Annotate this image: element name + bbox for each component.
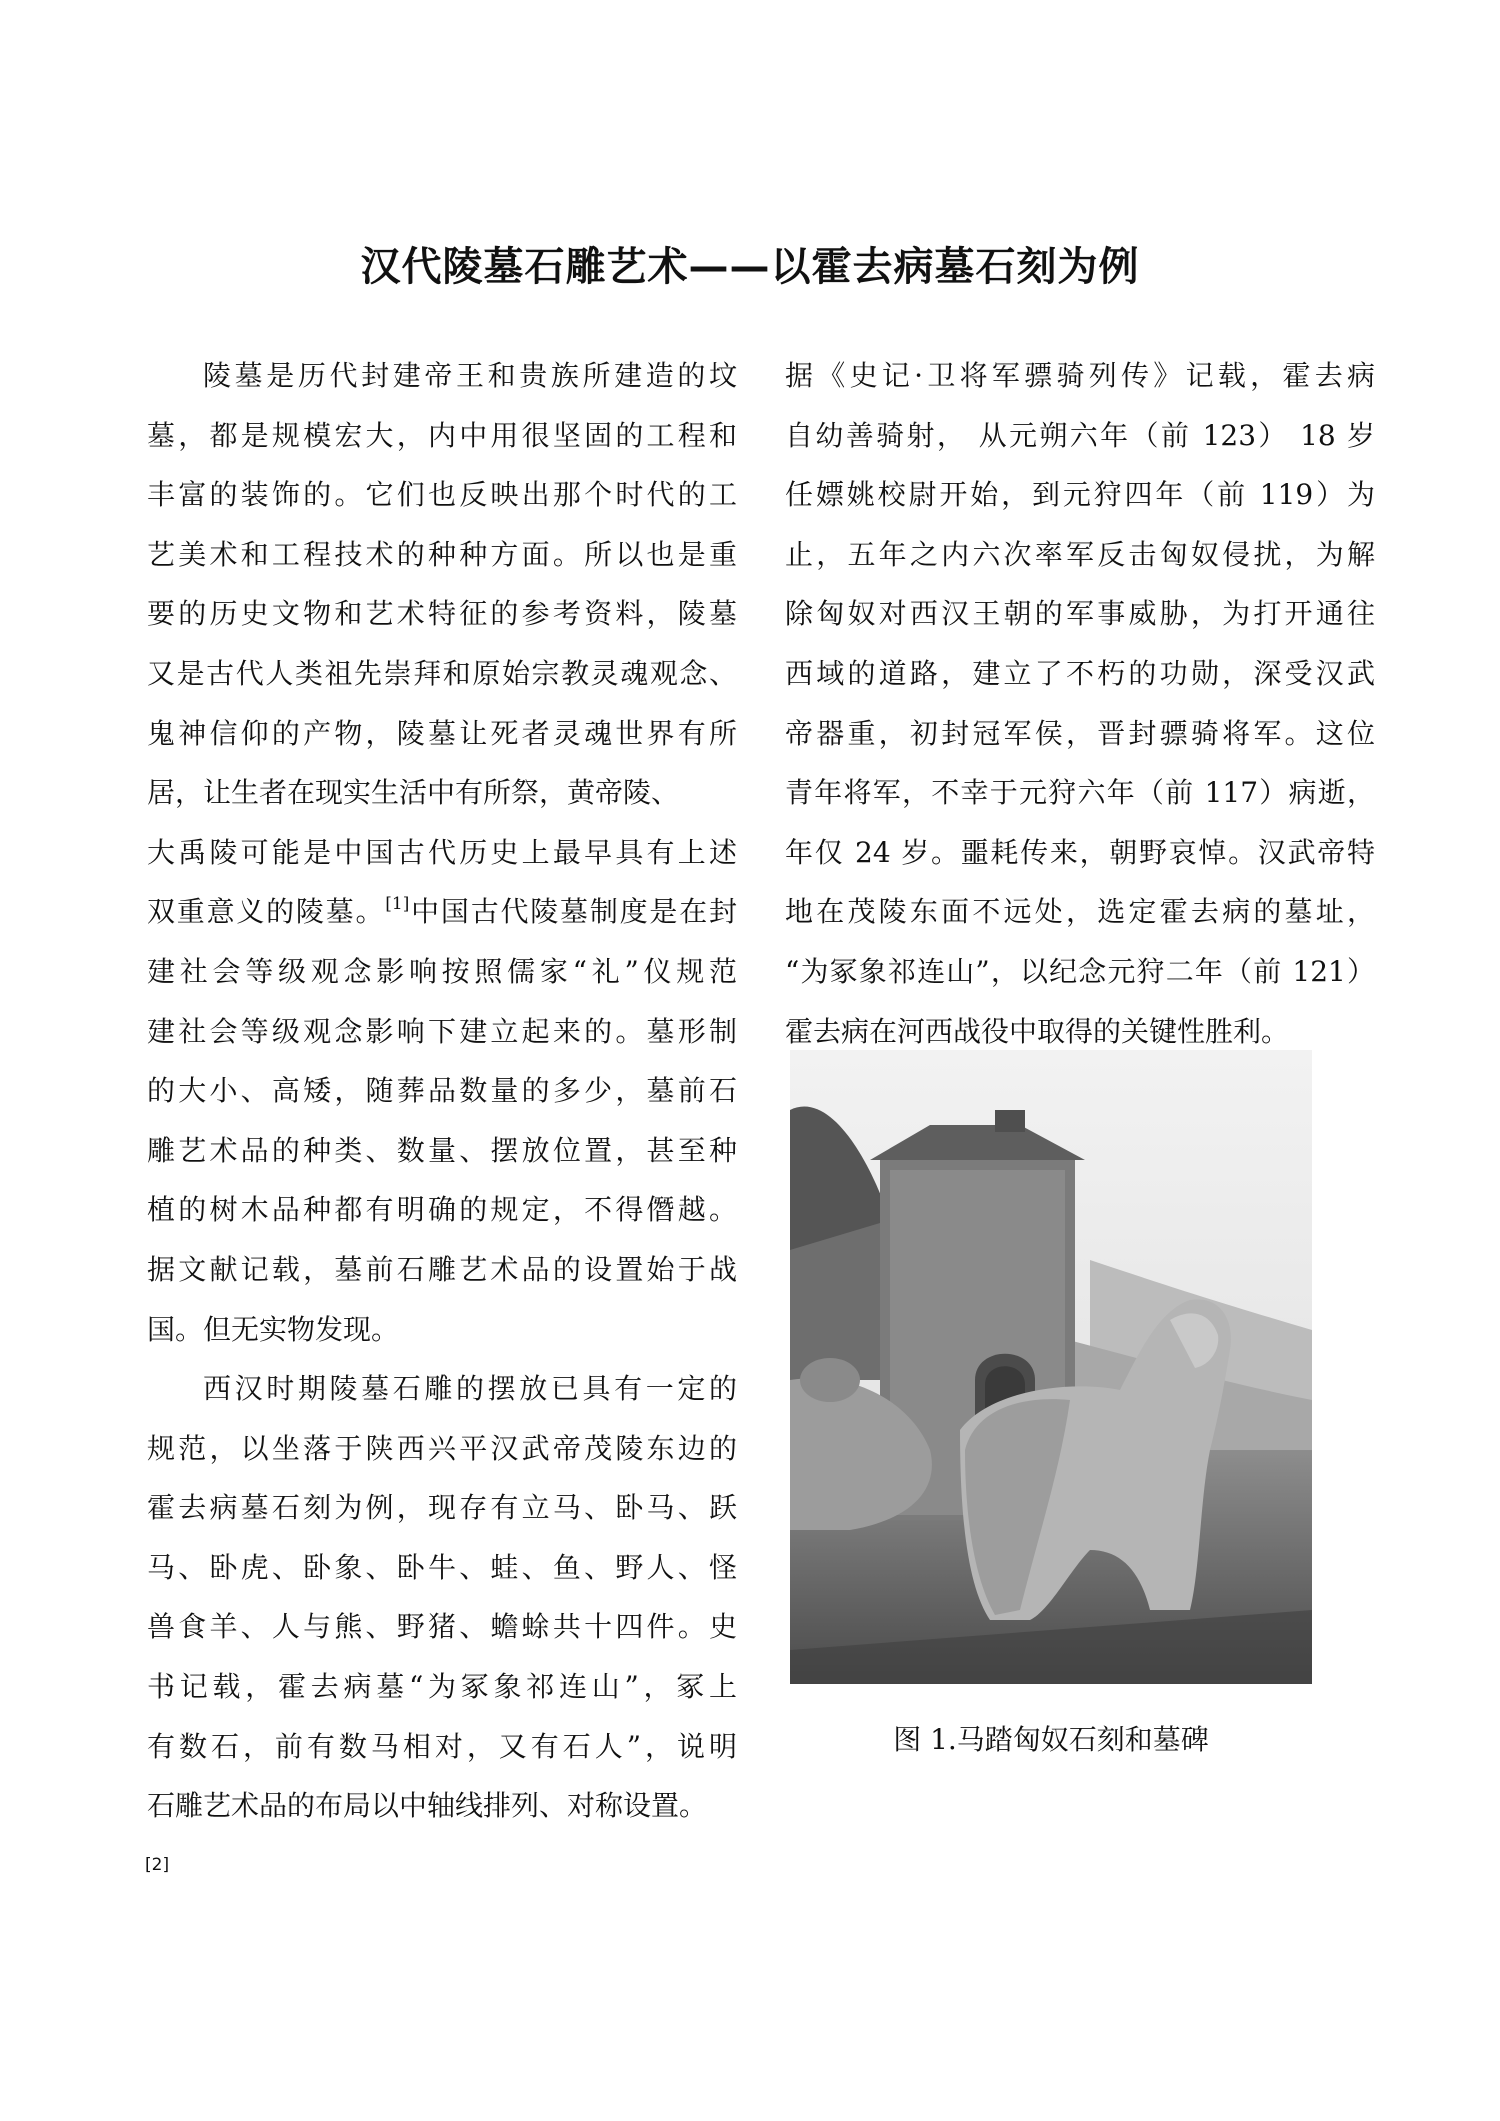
text-fragment: 中国古代陵墓制度是在封 (409, 895, 737, 929)
left-column (147, 346, 737, 1836)
text-line: 居，让生者在现实生活中有所祭，黄帝陵、 (147, 776, 680, 810)
text-line: 雕艺术品的种类、数量、摆放位置，甚至种 (147, 1133, 737, 1167)
text-line: 丰富的装饰的。它们也反映出那个时代的工 (147, 478, 737, 512)
stone-horse-tomb-photo (790, 1050, 1312, 1684)
text-line: 霍去病墓石刻为例，现存有立马、卧马、跃 (147, 1491, 737, 1525)
text-line: 有数石，前有数马相对，又有石人”，说明 (147, 1729, 737, 1763)
text-line: 墓，都是规模宏大，内中用很坚固的工程和 (147, 418, 737, 452)
text-line: 石雕艺术品的布局以中轴线排列、对称设置。 (147, 1789, 708, 1823)
right-column (785, 346, 1375, 1061)
text-line: 大禹陵可能是中国古代历史上最早具有上述 (147, 835, 737, 869)
text-line: 鬼神信仰的产物，陵墓让死者灵魂世界有所 (147, 716, 737, 750)
text-line: 地在茂陵东面不远处，选定霍去病的墓址， (785, 895, 1375, 929)
text-line: 年仅 24 岁。噩耗传来，朝野哀悼。汉武帝特 (785, 835, 1375, 869)
text-line: 国。但无实物发现。 (147, 1312, 400, 1346)
text-line: 要的历史文物和艺术特征的参考资料，陵墓 (147, 597, 737, 631)
text-line: 又是古代人类祖先崇拜和原始宗教灵魂观念、 (147, 656, 737, 690)
text-line: 陵墓是历代封建帝王和贵族所建造的坟 (203, 359, 737, 392)
text-line: 西汉时期陵墓石雕的摆放已具有一定的 (203, 1372, 737, 1406)
text-line: 植的树木品种都有明确的规定，不得僭越。 (147, 1193, 737, 1227)
text-line: 霍去病在河西战役中取得的关键性胜利。 (785, 1014, 1290, 1048)
text-line: 建社会等级观念影响按照儒家“礼”仪规范 (147, 954, 737, 988)
photo-illustration (790, 1050, 1312, 1684)
text-line: 帝器重，初封冠军侯，晋封骠骑将军。这位 (785, 716, 1375, 750)
text-line: 马、卧虎、卧象、卧牛、蛙、鱼、野人、怪 (147, 1550, 737, 1584)
text-line: 除匈奴对西汉王朝的军事威胁，为打开通往 (785, 597, 1375, 631)
footnote-ref: [2] (145, 1855, 170, 1875)
text-line: 青年将军，不幸于元狩六年（前 117）病逝， (785, 776, 1375, 810)
text-line: 任嫖姚校尉开始，到元狩四年（前 119）为 (785, 478, 1375, 512)
page-title: 汉代陵墓石雕艺术——以霍去病墓石刻为例 (360, 244, 1140, 290)
text-line: 西域的道路，建立了不朽的功勋，深受汉武 (785, 656, 1375, 690)
text-line: 书记载，霍去病墓“为冢象祁连山”，冢上 (147, 1670, 737, 1704)
text-line: 据文献记载，墓前石雕艺术品的设置始于战 (147, 1252, 737, 1286)
figure-caption: 图 1.马踏匈奴石刻和墓碑 (893, 1723, 1209, 1756)
text-fragment: 双重意义的陵墓。 (147, 895, 386, 929)
text-line: 据《史记·卫将军骠骑列传》记载，霍去病 (785, 359, 1375, 392)
text-line-with-citation (147, 882, 737, 942)
text-line: 止，五年之内六次率军反击匈奴侵扰，为解 (785, 537, 1375, 571)
text-line: “为冢象祁连山”，以纪念元狩二年（前 121） (785, 954, 1375, 988)
text-line: 自幼善骑射， 从元朔六年（前 123） 18 岁 (785, 418, 1375, 452)
text-line: 艺美术和工程技术的种种方面。所以也是重 (147, 537, 737, 571)
citation-ref: [1] (385, 894, 410, 915)
text-line: 建社会等级观念影响下建立起来的。墓形制 (147, 1014, 737, 1048)
text-line: 的大小、高矮，随葬品数量的多少，墓前石 (147, 1074, 737, 1108)
text-line: 兽食羊、人与熊、野猪、蟾蜍共十四件。史 (147, 1610, 737, 1644)
text-line: 规范，以坐落于陕西兴平汉武帝茂陵东边的 (147, 1431, 737, 1465)
